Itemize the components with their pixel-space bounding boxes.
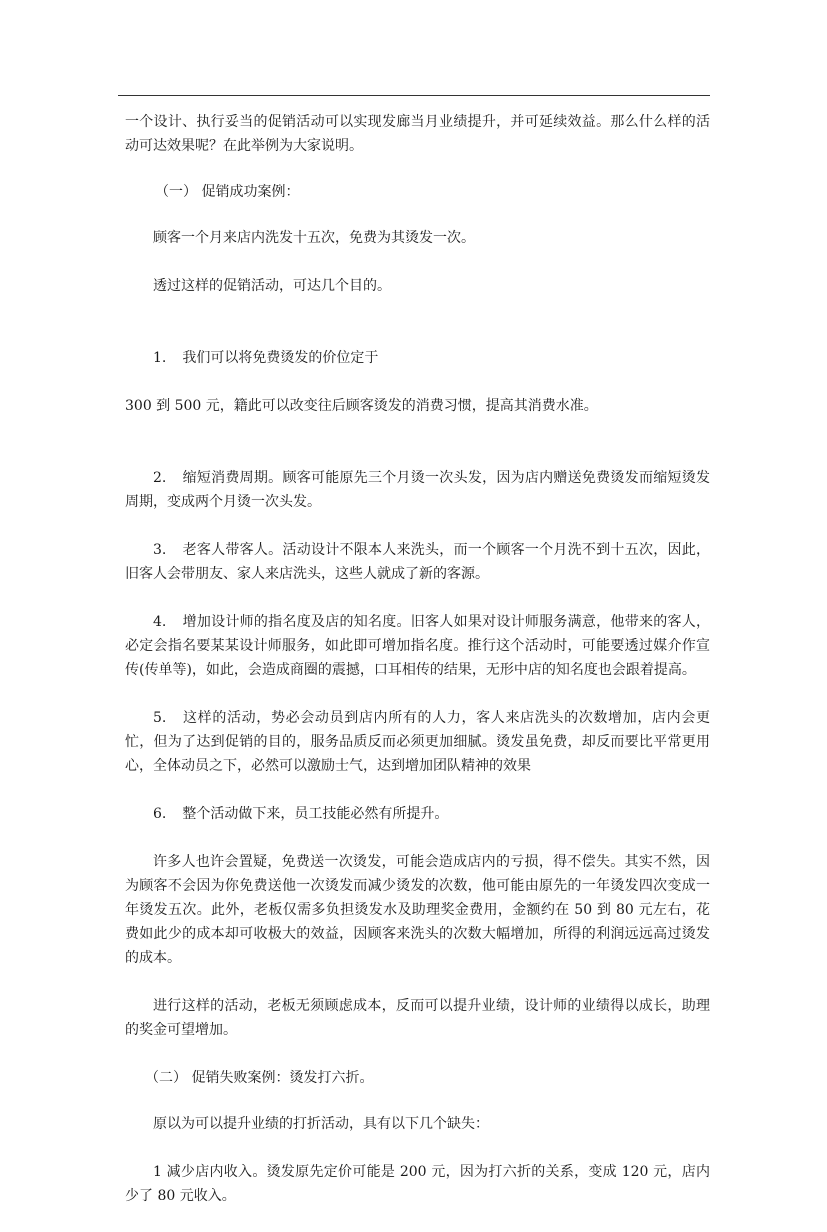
section1-purpose: 透过这样的促销活动，可达几个目的。 bbox=[153, 278, 391, 294]
section2-intro: 原以为可以提升业绩的打折活动，具有以下几个缺失： bbox=[153, 1116, 489, 1132]
section1-case: 顾客一个月来店内洗发十五次，免费为其烫发一次。 bbox=[153, 230, 475, 246]
item-number: 2. bbox=[153, 470, 167, 486]
item-number: 3. bbox=[153, 542, 167, 558]
section1-paragraph-benefit: 进行这样的活动，老板无须顾虑成本，反而可以提升业绩，设计师的业绩得以成长，助理的奖金可望增加。 bbox=[125, 998, 710, 1038]
item-text: 这样的活动，势必会动员到店内所有的人力，客人来店洗头的次数增加，店内会更忙，但为了达到促销的目的，服务品质反而必须更加细腻。烫发虽免费，却反而要比平常更用心，全体动员之下，必然可以激励士气，达到增加团队精神的效果 bbox=[125, 710, 710, 774]
document-body bbox=[125, 110, 710, 1232]
item-number: 5. bbox=[153, 710, 167, 726]
header-rule bbox=[118, 95, 710, 96]
list-item bbox=[125, 466, 710, 514]
section1-heading: （一） 促销成功案例： bbox=[155, 184, 300, 200]
list-item bbox=[125, 322, 710, 442]
section1-paragraph-cost: 许多人也许会置疑，免费送一次烫发，可能会造成店内的亏损，得不偿失。其实不然，因为顾客不会因为你免费送他一次烫发而减少烫发的次数，他可能由原先的一年烫发四次变成一年烫发五次。此外，老板仅需多负担烫发水及助理奖金费用，金额约在 50 到 80 元左右，花费如此少的成本却可收极大的效益，因顾客来洗头的次数大幅增加，所得的利润远远高过烫发的成本。 bbox=[125, 854, 710, 966]
section2-item-1: 1 减少店内收入。烫发原先定价可能是 200 元，因为打六折的关系，变成 120 元，店内少了 80 元收入。 bbox=[125, 1164, 710, 1204]
section2-heading: （二） 促销失败案例：烫发打六折。 bbox=[145, 1070, 374, 1086]
item-number: 1. bbox=[153, 350, 167, 366]
item-number: 6. bbox=[153, 806, 167, 822]
list-item bbox=[125, 610, 710, 682]
list-item bbox=[125, 706, 710, 778]
item-text: 我们可以将免费烫发的价位定于 bbox=[182, 350, 379, 366]
item-text: 整个活动做下来，员工技能必然有所提升。 bbox=[182, 806, 449, 822]
item-text-continued: 300 到 500 元，籍此可以改变往后顾客烫发的消费习惯，提高其消费水准。 bbox=[125, 398, 598, 414]
item-text: 增加设计师的指名度及店的知名度。旧客人如果对设计师服务满意，他带来的客人，必定会指名要某某设计师服务，如此即可增加指名度。推行这个活动时，可能要透过媒介作宣传(传单等)，如此，会造成商圈的震撼，口耳相传的结果，无形中店的知名度也会跟着提高。 bbox=[125, 614, 710, 678]
list-item bbox=[125, 538, 710, 586]
item-text: 老客人带客人。活动设计不限本人来洗头，而一个顾客一个月洗不到十五次，因此，旧客人会带朋友、家人来店洗头，这些人就成了新的客源。 bbox=[125, 542, 710, 582]
intro-paragraph: 一个设计、执行妥当的促销活动可以实现发廊当月业绩提升，并可延续效益。那么什么样的活动可达效果呢？在此举例为大家说明。 bbox=[125, 114, 710, 154]
item-text: 缩短消费周期。顾客可能原先三个月烫一次头发，因为店内赠送免费烫发而缩短烫发周期，变成两个月烫一次头发。 bbox=[125, 470, 710, 510]
list-item bbox=[125, 802, 710, 826]
item-number: 4. bbox=[153, 614, 167, 630]
